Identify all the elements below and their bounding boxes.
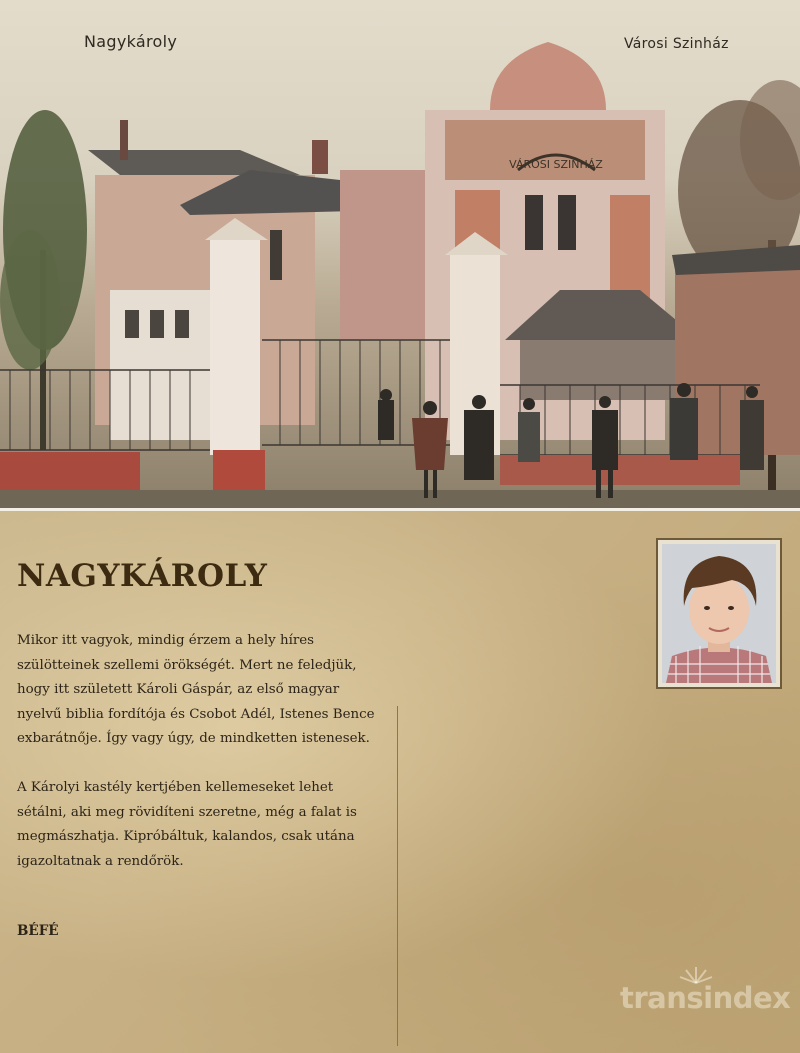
vintage-theatre-photo [0,0,800,508]
postcard-divider [397,706,398,1046]
theatre-illustration [0,0,800,508]
left-tree [0,110,87,450]
author-portrait-stamp [656,538,782,689]
author-signature: BÉFÉ [17,923,59,939]
photo-caption-right: Városi Szinház [624,36,729,52]
card-paragraph: Mikor itt vagyok, mindig érzem a hely híres szülötteinek szellemi örökségét. Mert ne feledjük, hogy itt született Károli Gáspár, az első magyar nyelvű biblia fordítója és Csobot Adél, Istenes Bence exbarátnője. Így vagy úgy, de mindketten istenesek. [17,633,375,747]
transindex-logo[interactable]: transindex [620,981,791,1015]
author-portrait [662,544,776,683]
postcard-back [0,511,800,1053]
card-paragraph: A Károlyi kastély kertjében kellemeseket lehet sétálni, aki meg rövidíteni szeretne, még a falat is megmászhatja. Kipróbáltuk, kalandos, csak utána igazoltatnak a rendőrök. [17,779,357,869]
photo-caption-left: Nagykároly [84,32,178,51]
card-title: NAGYKÁROLY [17,558,268,594]
card-body [17,629,387,898]
street [0,490,800,508]
facade-sign: VÁROSI SZINHÁZ [509,158,603,171]
